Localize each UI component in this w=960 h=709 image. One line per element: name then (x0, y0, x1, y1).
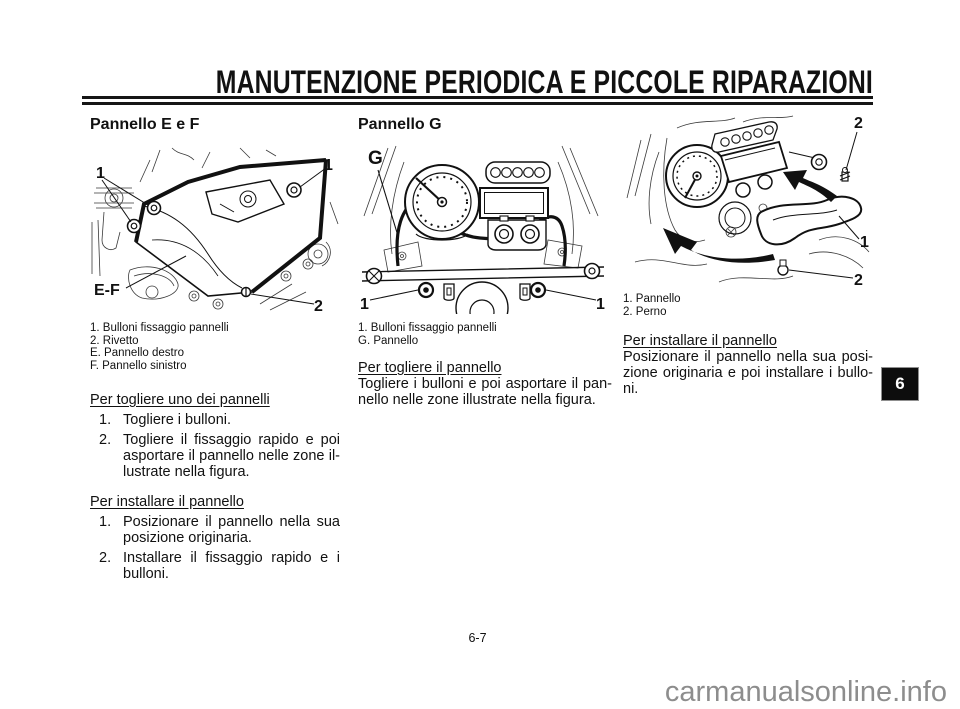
figure-label: 1 (360, 296, 369, 313)
procedure-title-install: Per installare il pannello (623, 333, 777, 349)
list-item (90, 514, 340, 546)
figure-label: 2 (854, 115, 863, 132)
text-line: Posizionare il pannello nella sua (123, 514, 340, 530)
text-line: Togliere i bulloni. (123, 412, 232, 428)
tachometer-gauge (405, 165, 479, 240)
caption-line: E. Pannello destro (90, 347, 184, 359)
caption-line: 1. Pannello (623, 293, 681, 305)
list-number: 1. (99, 514, 112, 530)
column-pannello-ef (90, 112, 340, 582)
figure-label: 2 (854, 272, 863, 288)
figure-label: 1 (96, 165, 105, 182)
knob-module (488, 216, 546, 250)
list-number: 2. (99, 550, 112, 566)
indicator-lights-strip (486, 162, 550, 183)
text-line: asportare il pannello nelle zone il- (123, 448, 340, 464)
lower-bracket-bar (362, 264, 604, 315)
caption-line: 2. Rivetto (90, 334, 139, 347)
text-line: nello nelle zone illustrate nella figura. (358, 392, 596, 408)
caption-line: 2. Perno (623, 305, 667, 318)
caption-line: 1. Bulloni fissaggio pannelli (358, 322, 497, 334)
figure-caption (623, 293, 873, 318)
header-double-rule (82, 96, 873, 105)
figure-pannello-ef (90, 142, 340, 314)
page-number: 6-7 (468, 631, 487, 645)
column-pannello-g (358, 112, 612, 408)
column-pannello-install (623, 112, 873, 397)
list-number: 2. (99, 432, 112, 448)
text-line: ni. (623, 381, 639, 397)
procedure-title-remove: Per togliere uno dei pannelli (90, 392, 270, 408)
text-line: Installare il fissaggio rapido e i (123, 550, 340, 566)
list-item (90, 550, 340, 582)
figure-label: 1 (596, 296, 605, 313)
procedure-paragraph (623, 349, 873, 397)
text-line: Togliere il fissaggio rapido e poi (123, 432, 340, 448)
procedure-title-remove: Per togliere il pannello (358, 360, 502, 376)
list-number: 1. (99, 412, 112, 428)
figure-label: G (368, 148, 383, 169)
text-line: Posizionare il pannello nella sua posi- (623, 349, 873, 365)
panel-outline (136, 160, 326, 296)
text-line: Togliere i bulloni e poi asportare il pan- (358, 376, 612, 392)
procedure-paragraph (358, 376, 612, 408)
removed-panel (757, 197, 861, 245)
caption-line: G. Pannello (358, 334, 419, 347)
figure-pannello-g (358, 142, 608, 314)
watermark-text: carmanualsonline.info (664, 676, 947, 708)
figure-label: E-F (94, 282, 120, 299)
lcd-display (480, 188, 548, 218)
figure-caption (358, 322, 612, 347)
section-heading: Pannello E e F (90, 116, 200, 133)
list-item (90, 432, 340, 480)
text-line: bulloni. (123, 566, 169, 582)
chapter-tab: 6 (881, 367, 919, 401)
figure-pannello-removal (623, 112, 873, 288)
caption-line: 1. Bulloni fissaggio pannelli (90, 322, 229, 334)
figure-label: 2 (314, 298, 323, 314)
caption-line: F. Pannello sinistro (90, 359, 187, 372)
text-line: lustrate nella figura. (123, 464, 250, 480)
page-title: MANUTENZIONE PERIODICA E PICCOLE RIPARAZIONI (215, 64, 873, 100)
panel-bolts (419, 283, 545, 300)
figure-caption (90, 322, 340, 372)
list-item (90, 412, 340, 428)
text-line: posizione originaria. (123, 530, 252, 546)
procedure-title-install: Per installare il pannello (90, 494, 244, 510)
figure-label: 1 (860, 234, 869, 251)
text-line: zione originaria e poi installare i bullo- (623, 365, 873, 381)
section-heading: Pannello G (358, 116, 442, 133)
figure-label: 1 (324, 157, 333, 174)
